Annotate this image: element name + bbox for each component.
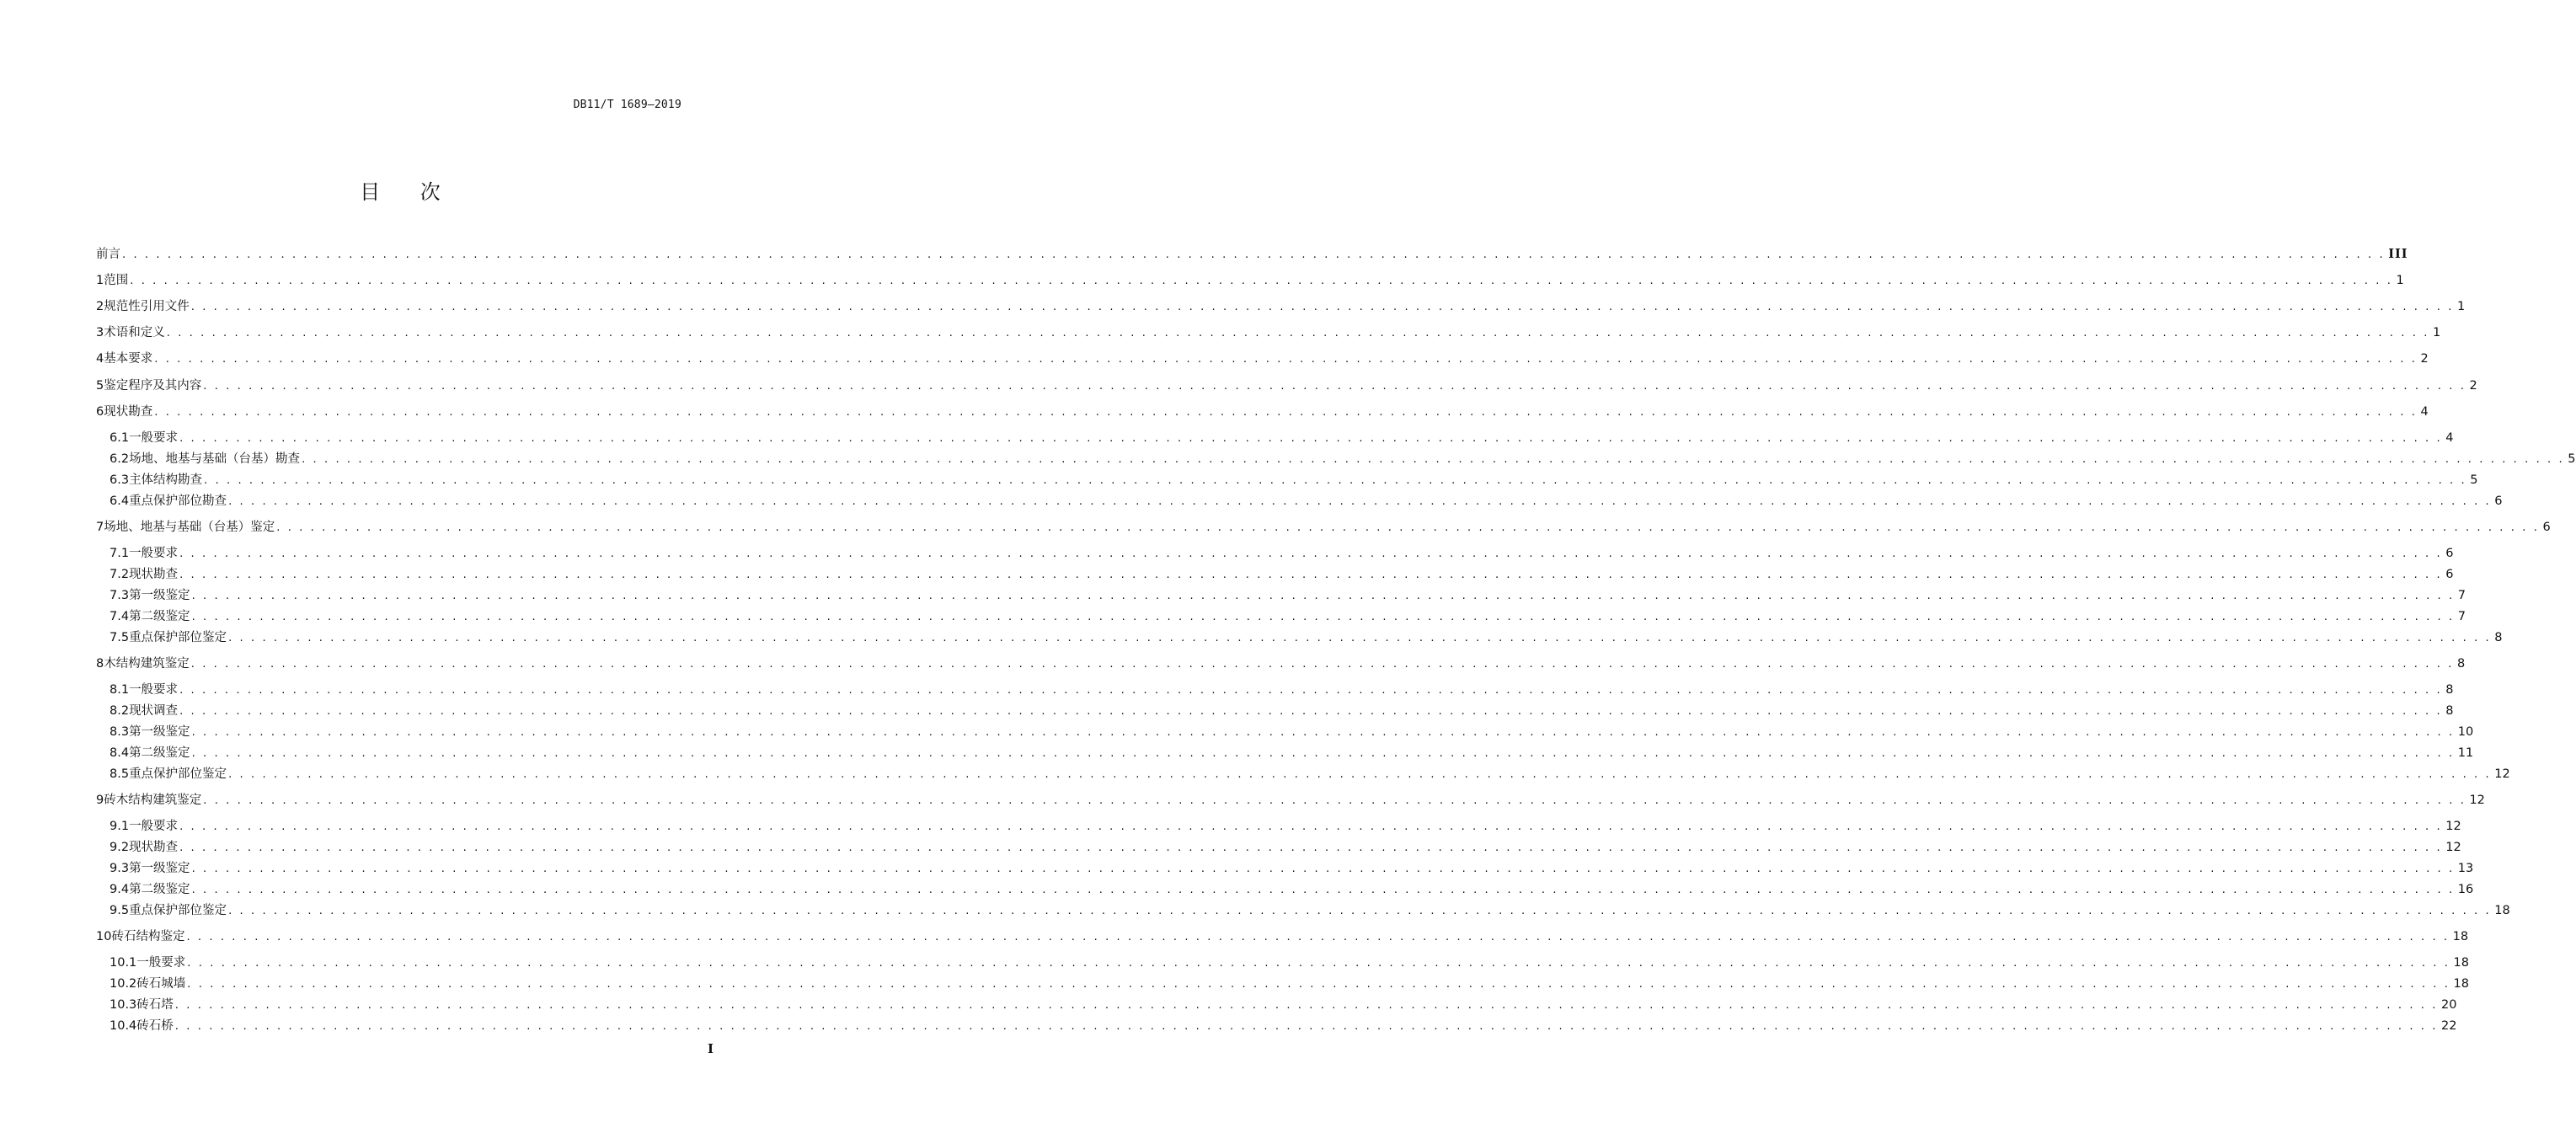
- toc-entry-number: 7.2: [110, 568, 130, 581]
- toc-entry-number: 8: [96, 657, 104, 671]
- dot-leader: . . . . . . . . . . . . . . . . . . . . . . . . . . . . . . . . . . . . . . . . . . . . . . . . . . . . . . . . . . . . . . . . . . . . . . . . . . . . . . . . . . . . . . . . . . . . . . . . . . . . . . . . . . . . . . . . . . . . . . . . . . . . . . . . . . . . . . . . . . . . . . . . . . . . . . . . . . . . . . . . . . . . . . . . . . . . . . . . . . . . . . . . . . . . . . . . . . . . . . . .: [179, 820, 2443, 833]
- dot-leader: . . . . . . . . . . . . . . . . . . . . . . . . . . . . . . . . . . . . . . . . . . . . . . . . . . . . . . . . . . . . . . . . . . . . . . . . . . . . . . . . . . . . . . . . . . . . . . . . . . . . . . . . . . . . . . . . . . . . . . . . . . . . . . . . . . . . . . . . . . . . . . . . . . . . . . . . . . . . . . . . . . . . . . . . . . . . . . . . . . . . . . . . . . . . . . . . . . . . . . . .: [190, 301, 2454, 313]
- toc-entry-page: 12: [2445, 820, 2461, 833]
- toc-entry[interactable]: [96, 242, 2408, 262]
- toc-entry-label: 现状勘查: [104, 405, 153, 419]
- toc-entry-page: 6: [2445, 568, 2454, 581]
- toc-entry-label: 木结构建筑鉴定: [104, 657, 190, 671]
- toc-entry-label: 术语和定义: [104, 326, 165, 339]
- toc-entry[interactable]: [96, 788, 2485, 808]
- dot-leader: . . . . . . . . . . . . . . . . . . . . . . . . . . . . . . . . . . . . . . . . . . . . . . . . . . . . . . . . . . . . . . . . . . . . . . . . . . . . . . . . . . . . . . . . . . . . . . . . . . . . . . . . . . . . . . . . . . . . . . . . . . . . . . . . . . . . . . . . . . . . . . . . . . . . . . . . . . . . . . . . . . . . . . . . . . . . . . . . . . . . . . . . . . . . . . . . . . . . . . . .: [179, 842, 2443, 854]
- dot-leader: . . . . . . . . . . . . . . . . . . . . . . . . . . . . . . . . . . . . . . . . . . . . . . . . . . . . . . . . . . . . . . . . . . . . . . . . . . . . . . . . . . . . . . . . . . . . . . . . . . . . . . . . . . . . . . . . . . . . . . . . . . . . . . . . . . . . . . . . . . . . . . . . . . . . . . . . . . . . . . . . . . . . . . . . . . . . . . . . . . . . . . . . . . . . . . . . . . . . . . . .: [228, 905, 2492, 917]
- toc-entry-number: 8.5: [110, 767, 130, 781]
- dot-leader: . . . . . . . . . . . . . . . . . . . . . . . . . . . . . . . . . . . . . . . . . . . . . . . . . . . . . . . . . . . . . . . . . . . . . . . . . . . . . . . . . . . . . . . . . . . . . . . . . . . . . . . . . . . . . . . . . . . . . . . . . . . . . . . . . . . . . . . . . . . . . . . . . . . . . . . . . . . . . . . . . . . . . . . . . . . . . . . . . . . . . . . . . . . . . . . . . . . . . . . .: [186, 931, 2450, 943]
- toc-entry-label: 第二级鉴定: [129, 883, 190, 896]
- toc-entry[interactable]: [110, 740, 2474, 761]
- toc-entry-number: 9.2: [110, 841, 130, 854]
- toc-entry-label: 现状勘查: [129, 568, 179, 581]
- toc-entry-page: 1: [2432, 326, 2441, 339]
- toc-entry-number: 4: [96, 352, 104, 366]
- toc-entry-number: 6.2: [110, 452, 130, 466]
- toc-entry[interactable]: [110, 604, 2466, 624]
- toc-entry[interactable]: [110, 719, 2474, 740]
- toc-entry-page: 4: [2445, 431, 2454, 445]
- toc-entry-number: 5: [96, 379, 104, 393]
- dot-leader: . . . . . . . . . . . . . . . . . . . . . . . . . . . . . . . . . . . . . . . . . . . . . . . . . . . . . . . . . . . . . . . . . . . . . . . . . . . . . . . . . . . . . . . . . . . . . . . . . . . . . . . . . . . . . . . . . . . . . . . . . . . . . . . . . . . . . . . . . . . . . . . . . . . . . . . . . . . . . . . . . . . . . . . . . . . . . . . . . . . . . . . . . . . . . . . . . . . . . . . .: [228, 632, 2492, 644]
- dot-leader: . . . . . . . . . . . . . . . . . . . . . . . . . . . . . . . . . . . . . . . . . . . . . . . . . . . . . . . . . . . . . . . . . . . . . . . . . . . . . . . . . . . . . . . . . . . . . . . . . . . . . . . . . . . . . . . . . . . . . . . . . . . . . . . . . . . . . . . . . . . . . . . . . . . . . . . . . . . . . . . . . . . . . . . . . . . . . . . . . . . . . . . . . . . . . . . . . . . . . . . .: [302, 453, 2565, 466]
- toc-entry-number: 10.1: [110, 956, 137, 970]
- page-number: I: [707, 1041, 713, 1056]
- toc-entry[interactable]: [110, 425, 2454, 446]
- toc-entry-page: 6: [2494, 494, 2503, 508]
- dot-leader: . . . . . . . . . . . . . . . . . . . . . . . . . . . . . . . . . . . . . . . . . . . . . . . . . . . . . . . . . . . . . . . . . . . . . . . . . . . . . . . . . . . . . . . . . . . . . . . . . . . . . . . . . . . . . . . . . . . . . . . . . . . . . . . . . . . . . . . . . . . . . . . . . . . . . . . . . . . . . . . . . . . . . . . . . . . . . . . . . . . . . . . . . . . . . . . . . . . . . . . .: [191, 863, 2455, 875]
- toc-entry[interactable]: [96, 268, 2404, 288]
- toc-entry-label: 砖木结构建筑鉴定: [104, 794, 202, 807]
- toc-entry[interactable]: [110, 625, 2503, 645]
- toc-entry-page: 12: [2494, 767, 2510, 781]
- toc-entry-number: 10.3: [110, 998, 137, 1012]
- dot-leader: . . . . . . . . . . . . . . . . . . . . . . . . . . . . . . . . . . . . . . . . . . . . . . . . . . . . . . . . . . . . . . . . . . . . . . . . . . . . . . . . . . . . . . . . . . . . . . . . . . . . . . . . . . . . . . . . . . . . . . . . . . . . . . . . . . . . . . . . . . . . . . . . . . . . . . . . . . . . . . . . . . . . . . . . . . . . . . . . . . . . . . . . . . . . . . . . . . . . . . . .: [276, 521, 2540, 534]
- toc-entry-page: 18: [2452, 930, 2469, 943]
- toc-entry[interactable]: [110, 856, 2474, 876]
- toc-entry-label: 第一级鉴定: [129, 725, 190, 739]
- toc-entry-page: III: [2388, 247, 2408, 261]
- toc-entry-number: 8.1: [110, 683, 130, 697]
- toc-entry-label: 主体结构勘查: [129, 473, 203, 487]
- toc-entry-number: 6.1: [110, 431, 130, 445]
- toc-entry-page: 18: [2453, 977, 2469, 991]
- toc-entry[interactable]: [96, 294, 2466, 314]
- toc-entry[interactable]: [96, 399, 2429, 420]
- toc-entry-number: 9.1: [110, 820, 130, 833]
- toc-entry-page: 4: [2420, 405, 2429, 419]
- dot-leader: . . . . . . . . . . . . . . . . . . . . . . . . . . . . . . . . . . . . . . . . . . . . . . . . . . . . . . . . . . . . . . . . . . . . . . . . . . . . . . . . . . . . . . . . . . . . . . . . . . . . . . . . . . . . . . . . . . . . . . . . . . . . . . . . . . . . . . . . . . . . . . . . . . . . . . . . . . . . . . . . . . . . . . . . . . . . . . . . . . . . . . . . . . . . . . . . . . . . . . . .: [228, 495, 2492, 508]
- dot-leader: . . . . . . . . . . . . . . . . . . . . . . . . . . . . . . . . . . . . . . . . . . . . . . . . . . . . . . . . . . . . . . . . . . . . . . . . . . . . . . . . . . . . . . . . . . . . . . . . . . . . . . . . . . . . . . . . . . . . . . . . . . . . . . . . . . . . . . . . . . . . . . . . . . . . . . . . . . . . . . . . . . . . . . . . . . . . . . . . . . . . . . . . . . . . . . . . . . . . . . . .: [179, 705, 2443, 718]
- toc-entry-number: 7: [96, 521, 104, 534]
- toc-entry[interactable]: [110, 562, 2454, 582]
- toc-entry-page: 12: [2469, 794, 2485, 807]
- toc-entry[interactable]: [110, 677, 2454, 697]
- toc-entry-label: 基本要求: [104, 352, 153, 366]
- toc-entry-page: 6: [2445, 547, 2454, 560]
- toc-entry-page: 7: [2457, 589, 2466, 602]
- dot-leader: . . . . . . . . . . . . . . . . . . . . . . . . . . . . . . . . . . . . . . . . . . . . . . . . . . . . . . . . . . . . . . . . . . . . . . . . . . . . . . . . . . . . . . . . . . . . . . . . . . . . . . . . . . . . . . . . . . . . . . . . . . . . . . . . . . . . . . . . . . . . . . . . . . . . . . . . . . . . . . . . . . . . . . . . . . . . . . . . . . . . . . . . . . . . . . . . . . . . . . . .: [122, 249, 2386, 261]
- toc-entry[interactable]: [110, 446, 2576, 467]
- dot-leader: . . . . . . . . . . . . . . . . . . . . . . . . . . . . . . . . . . . . . . . . . . . . . . . . . . . . . . . . . . . . . . . . . . . . . . . . . . . . . . . . . . . . . . . . . . . . . . . . . . . . . . . . . . . . . . . . . . . . . . . . . . . . . . . . . . . . . . . . . . . . . . . . . . . . . . . . . . . . . . . . . . . . . . . . . . . . . . . . . . . . . . . . . . . . . . . . . . . . . . . .: [174, 1020, 2438, 1033]
- toc-entry-number: 9.5: [110, 904, 130, 917]
- toc-entry-label: 规范性引用文件: [104, 300, 190, 313]
- toc-entry-number: 3: [96, 326, 104, 339]
- toc-entry-number: 8.3: [110, 725, 130, 739]
- toc-entry-number: 6.3: [110, 473, 130, 487]
- dot-leader: . . . . . . . . . . . . . . . . . . . . . . . . . . . . . . . . . . . . . . . . . . . . . . . . . . . . . . . . . . . . . . . . . . . . . . . . . . . . . . . . . . . . . . . . . . . . . . . . . . . . . . . . . . . . . . . . . . . . . . . . . . . . . . . . . . . . . . . . . . . . . . . . . . . . . . . . . . . . . . . . . . . . . . . . . . . . . . . . . . . . . . . . . . . . . . . . . . . . . . . .: [154, 406, 2418, 419]
- toc-entry[interactable]: [110, 468, 2478, 488]
- dot-leader: . . . . . . . . . . . . . . . . . . . . . . . . . . . . . . . . . . . . . . . . . . . . . . . . . . . . . . . . . . . . . . . . . . . . . . . . . . . . . . . . . . . . . . . . . . . . . . . . . . . . . . . . . . . . . . . . . . . . . . . . . . . . . . . . . . . . . . . . . . . . . . . . . . . . . . . . . . . . . . . . . . . . . . . . . . . . . . . . . . . . . . . . . . . . . . . . . . . . . . . .: [154, 353, 2418, 366]
- toc-entry[interactable]: [96, 924, 2469, 944]
- dot-leader: . . . . . . . . . . . . . . . . . . . . . . . . . . . . . . . . . . . . . . . . . . . . . . . . . . . . . . . . . . . . . . . . . . . . . . . . . . . . . . . . . . . . . . . . . . . . . . . . . . . . . . . . . . . . . . . . . . . . . . . . . . . . . . . . . . . . . . . . . . . . . . . . . . . . . . . . . . . . . . . . . . . . . . . . . . . . . . . . . . . . . . . . . . . . . . . . . . . . . . . .: [187, 957, 2450, 970]
- toc-entry[interactable]: [96, 651, 2466, 671]
- toc-entry-page: 18: [2494, 904, 2510, 917]
- toc-entry-label: 一般要求: [129, 820, 179, 833]
- toc-entry-number: 7.4: [110, 610, 130, 623]
- dot-leader: . . . . . . . . . . . . . . . . . . . . . . . . . . . . . . . . . . . . . . . . . . . . . . . . . . . . . . . . . . . . . . . . . . . . . . . . . . . . . . . . . . . . . . . . . . . . . . . . . . . . . . . . . . . . . . . . . . . . . . . . . . . . . . . . . . . . . . . . . . . . . . . . . . . . . . . . . . . . . . . . . . . . . . . . . . . . . . . . . . . . . . . . . . . . . . . . . . . . . . . .: [191, 884, 2455, 896]
- toc-entry-label: 一般要求: [129, 547, 179, 560]
- toc-entry[interactable]: [110, 835, 2461, 855]
- dot-leader: . . . . . . . . . . . . . . . . . . . . . . . . . . . . . . . . . . . . . . . . . . . . . . . . . . . . . . . . . . . . . . . . . . . . . . . . . . . . . . . . . . . . . . . . . . . . . . . . . . . . . . . . . . . . . . . . . . . . . . . . . . . . . . . . . . . . . . . . . . . . . . . . . . . . . . . . . . . . . . . . . . . . . . . . . . . . . . . . . . . . . . . . . . . . . . . . . . . . . . . .: [179, 548, 2443, 560]
- dot-leader: . . . . . . . . . . . . . . . . . . . . . . . . . . . . . . . . . . . . . . . . . . . . . . . . . . . . . . . . . . . . . . . . . . . . . . . . . . . . . . . . . . . . . . . . . . . . . . . . . . . . . . . . . . . . . . . . . . . . . . . . . . . . . . . . . . . . . . . . . . . . . . . . . . . . . . . . . . . . . . . . . . . . . . . . . . . . . . . . . . . . . . . . . . . . . . . . . . . . . . . .: [203, 794, 2466, 807]
- toc-entry-label: 砖石塔: [136, 998, 174, 1012]
- toc-entry-label: 前言: [96, 248, 120, 261]
- toc-entry-label: 现状调查: [129, 704, 179, 718]
- toc-entry-number: 6.4: [110, 494, 130, 508]
- toc-entry-page: 1: [2396, 274, 2404, 287]
- toc-entry-number: 8.2: [110, 704, 130, 718]
- toc-entry-page: 8: [2456, 657, 2466, 671]
- toc-entry[interactable]: [110, 541, 2454, 561]
- toc-entry-page: 5: [2568, 452, 2576, 466]
- toc-entry-page: 16: [2457, 883, 2474, 896]
- toc-entry-label: 重点保护部位勘查: [129, 494, 227, 508]
- dot-leader: . . . . . . . . . . . . . . . . . . . . . . . . . . . . . . . . . . . . . . . . . . . . . . . . . . . . . . . . . . . . . . . . . . . . . . . . . . . . . . . . . . . . . . . . . . . . . . . . . . . . . . . . . . . . . . . . . . . . . . . . . . . . . . . . . . . . . . . . . . . . . . . . . . . . . . . . . . . . . . . . . . . . . . . . . . . . . . . . . . . . . . . . . . . . . . . . . . . . . . . .: [191, 611, 2455, 623]
- toc-entry-label: 范围: [104, 274, 129, 287]
- toc-entry-number: 9.3: [110, 862, 130, 875]
- toc-entry[interactable]: [110, 1013, 2457, 1034]
- toc-entry-label: 砖石结构鉴定: [111, 930, 185, 943]
- toc-entry-page: 18: [2453, 956, 2469, 970]
- toc-entry-page: 10: [2457, 725, 2474, 739]
- toc-entry-page: 22: [2441, 1019, 2457, 1033]
- toc-entry-page: 12: [2445, 841, 2461, 854]
- dot-leader: . . . . . . . . . . . . . . . . . . . . . . . . . . . . . . . . . . . . . . . . . . . . . . . . . . . . . . . . . . . . . . . . . . . . . . . . . . . . . . . . . . . . . . . . . . . . . . . . . . . . . . . . . . . . . . . . . . . . . . . . . . . . . . . . . . . . . . . . . . . . . . . . . . . . . . . . . . . . . . . . . . . . . . . . . . . . . . . . . . . . . . . . . . . . . . . . . . . . . . . .: [130, 275, 2393, 287]
- toc-entry-page: 8: [2494, 631, 2503, 644]
- dot-leader: . . . . . . . . . . . . . . . . . . . . . . . . . . . . . . . . . . . . . . . . . . . . . . . . . . . . . . . . . . . . . . . . . . . . . . . . . . . . . . . . . . . . . . . . . . . . . . . . . . . . . . . . . . . . . . . . . . . . . . . . . . . . . . . . . . . . . . . . . . . . . . . . . . . . . . . . . . . . . . . . . . . . . . . . . . . . . . . . . . . . . . . . . . . . . . . . . . . . . . . .: [174, 999, 2438, 1012]
- toc-entry-label: 现状勘查: [129, 841, 179, 854]
- toc-entry-page: 8: [2445, 683, 2454, 697]
- dot-leader: . . . . . . . . . . . . . . . . . . . . . . . . . . . . . . . . . . . . . . . . . . . . . . . . . . . . . . . . . . . . . . . . . . . . . . . . . . . . . . . . . . . . . . . . . . . . . . . . . . . . . . . . . . . . . . . . . . . . . . . . . . . . . . . . . . . . . . . . . . . . . . . . . . . . . . . . . . . . . . . . . . . . . . . . . . . . . . . . . . . . . . . . . . . . . . . . . . . . . . . .: [228, 768, 2492, 781]
- dot-leader: . . . . . . . . . . . . . . . . . . . . . . . . . . . . . . . . . . . . . . . . . . . . . . . . . . . . . . . . . . . . . . . . . . . . . . . . . . . . . . . . . . . . . . . . . . . . . . . . . . . . . . . . . . . . . . . . . . . . . . . . . . . . . . . . . . . . . . . . . . . . . . . . . . . . . . . . . . . . . . . . . . . . . . . . . . . . . . . . . . . . . . . . . . . . . . . . . . . . . . . .: [191, 726, 2455, 739]
- toc-entry-number: 9.4: [110, 883, 130, 896]
- toc-entry-label: 场地、地基与基础（台基）勘查: [129, 452, 301, 466]
- toc-entry-number: 7.1: [110, 547, 130, 560]
- toc-entry[interactable]: [96, 515, 2551, 535]
- dot-leader: . . . . . . . . . . . . . . . . . . . . . . . . . . . . . . . . . . . . . . . . . . . . . . . . . . . . . . . . . . . . . . . . . . . . . . . . . . . . . . . . . . . . . . . . . . . . . . . . . . . . . . . . . . . . . . . . . . . . . . . . . . . . . . . . . . . . . . . . . . . . . . . . . . . . . . . . . . . . . . . . . . . . . . . . . . . . . . . . . . . . . . . . . . . . . . . . . . . . . . . .: [179, 432, 2443, 445]
- dot-leader: . . . . . . . . . . . . . . . . . . . . . . . . . . . . . . . . . . . . . . . . . . . . . . . . . . . . . . . . . . . . . . . . . . . . . . . . . . . . . . . . . . . . . . . . . . . . . . . . . . . . . . . . . . . . . . . . . . . . . . . . . . . . . . . . . . . . . . . . . . . . . . . . . . . . . . . . . . . . . . . . . . . . . . . . . . . . . . . . . . . . . . . . . . . . . . . . . . . . . . . .: [190, 658, 2454, 671]
- dot-leader: . . . . . . . . . . . . . . . . . . . . . . . . . . . . . . . . . . . . . . . . . . . . . . . . . . . . . . . . . . . . . . . . . . . . . . . . . . . . . . . . . . . . . . . . . . . . . . . . . . . . . . . . . . . . . . . . . . . . . . . . . . . . . . . . . . . . . . . . . . . . . . . . . . . . . . . . . . . . . . . . . . . . . . . . . . . . . . . . . . . . . . . . . . . . . . . . . . . . . . . .: [191, 590, 2455, 602]
- dot-leader: . . . . . . . . . . . . . . . . . . . . . . . . . . . . . . . . . . . . . . . . . . . . . . . . . . . . . . . . . . . . . . . . . . . . . . . . . . . . . . . . . . . . . . . . . . . . . . . . . . . . . . . . . . . . . . . . . . . . . . . . . . . . . . . . . . . . . . . . . . . . . . . . . . . . . . . . . . . . . . . . . . . . . . . . . . . . . . . . . . . . . . . . . . . . . . . . . . . . . . . .: [187, 978, 2450, 991]
- toc-entry[interactable]: [110, 698, 2454, 719]
- toc-entry-number: 10.4: [110, 1019, 137, 1033]
- toc-entry-page: 20: [2441, 998, 2457, 1012]
- toc-entry-number: 6: [96, 405, 104, 419]
- toc-entry-number: 8.4: [110, 746, 130, 760]
- toc-entry-page: 2: [2469, 379, 2477, 393]
- toc-entry[interactable]: [110, 814, 2461, 834]
- toc-entry-number: 10.2: [110, 977, 137, 991]
- toc-entry-label: 砖石桥: [136, 1019, 174, 1033]
- toc-entry-label: 重点保护部位鉴定: [129, 767, 227, 781]
- dot-leader: . . . . . . . . . . . . . . . . . . . . . . . . . . . . . . . . . . . . . . . . . . . . . . . . . . . . . . . . . . . . . . . . . . . . . . . . . . . . . . . . . . . . . . . . . . . . . . . . . . . . . . . . . . . . . . . . . . . . . . . . . . . . . . . . . . . . . . . . . . . . . . . . . . . . . . . . . . . . . . . . . . . . . . . . . . . . . . . . . . . . . . . . . . . . . . . . . . . . . . . .: [204, 474, 2467, 487]
- toc-entry-page: 8: [2445, 704, 2454, 718]
- toc-entry[interactable]: [96, 346, 2429, 366]
- toc-entry-label: 第二级鉴定: [129, 610, 190, 623]
- toc-entry[interactable]: [110, 762, 2510, 782]
- toc-entry-label: 重点保护部位鉴定: [129, 904, 227, 917]
- toc-entry-label: 一般要求: [129, 431, 179, 445]
- toc-entry-label: 砖石城墙: [136, 977, 186, 991]
- toc-entry-label: 第二级鉴定: [129, 746, 190, 760]
- toc-entry[interactable]: [110, 489, 2503, 509]
- toc-entry-label: 第一级鉴定: [129, 589, 190, 602]
- toc-entry-number: 2: [96, 300, 104, 313]
- toc-entry[interactable]: [110, 992, 2457, 1013]
- toc-entry-page: 7: [2457, 610, 2466, 623]
- toc-entry-page: 13: [2457, 862, 2474, 875]
- dot-leader: . . . . . . . . . . . . . . . . . . . . . . . . . . . . . . . . . . . . . . . . . . . . . . . . . . . . . . . . . . . . . . . . . . . . . . . . . . . . . . . . . . . . . . . . . . . . . . . . . . . . . . . . . . . . . . . . . . . . . . . . . . . . . . . . . . . . . . . . . . . . . . . . . . . . . . . . . . . . . . . . . . . . . . . . . . . . . . . . . . . . . . . . . . . . . . . . . . . . . . . .: [179, 569, 2443, 581]
- toc-entry-label: 鉴定程序及其内容: [104, 379, 202, 393]
- dot-leader: . . . . . . . . . . . . . . . . . . . . . . . . . . . . . . . . . . . . . . . . . . . . . . . . . . . . . . . . . . . . . . . . . . . . . . . . . . . . . . . . . . . . . . . . . . . . . . . . . . . . . . . . . . . . . . . . . . . . . . . . . . . . . . . . . . . . . . . . . . . . . . . . . . . . . . . . . . . . . . . . . . . . . . . . . . . . . . . . . . . . . . . . . . . . . . . . . . . . . . . .: [166, 327, 2429, 339]
- dot-leader: . . . . . . . . . . . . . . . . . . . . . . . . . . . . . . . . . . . . . . . . . . . . . . . . . . . . . . . . . . . . . . . . . . . . . . . . . . . . . . . . . . . . . . . . . . . . . . . . . . . . . . . . . . . . . . . . . . . . . . . . . . . . . . . . . . . . . . . . . . . . . . . . . . . . . . . . . . . . . . . . . . . . . . . . . . . . . . . . . . . . . . . . . . . . . . . . . . . . . . . .: [191, 747, 2455, 760]
- toc-entry-page: 11: [2457, 746, 2474, 760]
- toc-entry-label: 第一级鉴定: [129, 862, 190, 875]
- dot-leader: . . . . . . . . . . . . . . . . . . . . . . . . . . . . . . . . . . . . . . . . . . . . . . . . . . . . . . . . . . . . . . . . . . . . . . . . . . . . . . . . . . . . . . . . . . . . . . . . . . . . . . . . . . . . . . . . . . . . . . . . . . . . . . . . . . . . . . . . . . . . . . . . . . . . . . . . . . . . . . . . . . . . . . . . . . . . . . . . . . . . . . . . . . . . . . . . . . . . . . . .: [203, 380, 2466, 393]
- toc-entry-number: 7.5: [110, 631, 130, 644]
- toc-entry-number: 10: [96, 930, 112, 943]
- toc-entry[interactable]: [110, 971, 2469, 991]
- dot-leader: . . . . . . . . . . . . . . . . . . . . . . . . . . . . . . . . . . . . . . . . . . . . . . . . . . . . . . . . . . . . . . . . . . . . . . . . . . . . . . . . . . . . . . . . . . . . . . . . . . . . . . . . . . . . . . . . . . . . . . . . . . . . . . . . . . . . . . . . . . . . . . . . . . . . . . . . . . . . . . . . . . . . . . . . . . . . . . . . . . . . . . . . . . . . . . . . . . . . . . . .: [179, 684, 2443, 697]
- document-code: DB11/T 1689—2019: [573, 99, 681, 111]
- toc-entry-number: 1: [96, 274, 104, 287]
- toc-entry[interactable]: [110, 583, 2466, 603]
- toc-entry[interactable]: [110, 950, 2469, 970]
- toc-entry-label: 重点保护部位鉴定: [129, 631, 227, 644]
- toc-entry-page: 5: [2470, 473, 2478, 487]
- toc-entry-page: 1: [2456, 300, 2466, 313]
- toc-entry-label: 一般要求: [136, 956, 186, 970]
- toc-entry[interactable]: [110, 898, 2510, 918]
- toc-entry[interactable]: [110, 877, 2474, 897]
- toc-entry[interactable]: [96, 373, 2477, 393]
- toc-entry-page: 2: [2420, 352, 2429, 366]
- toc-entry-page: 6: [2542, 521, 2551, 534]
- toc-entry[interactable]: [96, 320, 2441, 340]
- toc-entry-number: 7.3: [110, 589, 130, 602]
- toc-entry-label: 一般要求: [129, 683, 179, 697]
- page-title: 目 次: [360, 180, 457, 204]
- toc-entry-number: 9: [96, 794, 104, 807]
- toc-entry-label: 场地、地基与基础（台基）鉴定: [104, 521, 275, 534]
